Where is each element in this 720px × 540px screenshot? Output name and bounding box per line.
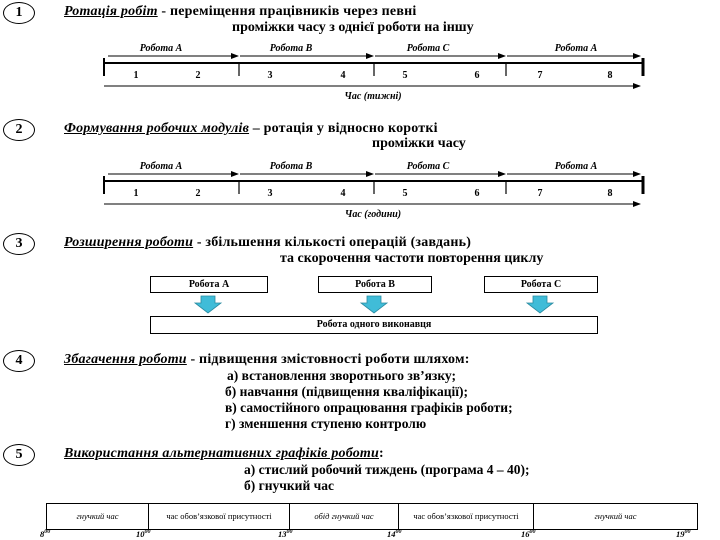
section-5-item: а) стислий робочий тиждень (програма 4 – 40); <box>244 462 530 477</box>
job-label: Робота B <box>269 161 313 172</box>
tick-label: 1 <box>133 70 139 81</box>
job-label: Робота B <box>269 43 313 54</box>
schedule-cell: гнучкий час <box>76 511 119 521</box>
section-4-item: г) зменшення ступеню контролю <box>225 416 427 431</box>
section-3-continuation: та скорочення частоти повторення циклу <box>280 251 544 266</box>
combined-job-box: Робота одного виконавця <box>150 316 598 334</box>
schedule-tick: $10^{00}$ <box>136 529 151 539</box>
section-1-timeline <box>0 38 720 104</box>
section-3-definition: - збільшення кількості операцій (завдань) <box>193 235 472 250</box>
section-5-definition: : <box>379 446 384 461</box>
section-3-number: 3 <box>3 233 35 255</box>
section-1-term: Ротація робіт <box>64 4 158 19</box>
tick-label: 7 <box>537 70 543 81</box>
job-label: Робота A <box>554 43 598 54</box>
job-label: Робота A <box>139 161 183 172</box>
down-arrow-icon <box>361 296 387 313</box>
section-4-definition: - підвищення змістовності роботи шляхом: <box>186 352 470 367</box>
section-1-number: 1 <box>3 2 35 24</box>
section-4-number: 4 <box>3 350 35 372</box>
section-1-continuation: проміжки часу з однієї роботи на іншу <box>232 20 474 35</box>
section-4-item: а) встановлення зворотнього зв’язку; <box>227 368 456 383</box>
schedule-tick: $13^{00}$ <box>278 529 293 539</box>
tick-label: 7 <box>537 188 543 199</box>
tick-label: 4 <box>340 188 346 199</box>
schedule-cell: гнучкий час <box>594 511 637 521</box>
down-arrow-icon <box>195 296 221 313</box>
section-5-number: 5 <box>3 444 35 466</box>
section-5-heading <box>64 446 384 462</box>
schedule-tick: $16^{00}$ <box>521 529 536 539</box>
section-5-item: б) гнучкий час <box>244 478 334 493</box>
section-2-continuation: проміжки часу <box>372 136 466 151</box>
schedule-tick: $8^{00}$ <box>40 529 51 539</box>
section-2-timeline <box>0 156 720 222</box>
axis-label: Час (тижні) <box>344 91 402 102</box>
section-2-definition: – ротація у відносно короткі <box>249 121 438 136</box>
tick-label: 6 <box>474 70 480 81</box>
section-1-definition: - переміщення працівників через певні <box>157 4 417 19</box>
axis-label: Час (години) <box>344 209 402 220</box>
section-2-number: 2 <box>3 119 35 141</box>
schedule-cell: час обов’язкової присутності <box>413 511 519 521</box>
section-4-term: Збагачення роботи <box>64 352 187 367</box>
tick-label: 1 <box>133 188 139 199</box>
down-arrow-icon <box>527 296 553 313</box>
tick-label: 2 <box>195 188 201 199</box>
schedule-tick: $14^{00}$ <box>387 529 402 539</box>
job-box-c: Робота C <box>484 276 598 293</box>
section-2-heading <box>64 121 438 137</box>
job-label: Робота A <box>139 43 183 54</box>
section-1-heading <box>64 4 416 20</box>
section-2-term: Формування робочих модулів <box>64 121 250 136</box>
section-3-term: Розширення роботи <box>64 235 194 250</box>
section-4-heading <box>64 352 470 368</box>
schedule-cell: обід гнучкий час <box>314 511 374 521</box>
tick-label: 5 <box>402 188 408 199</box>
job-label: Робота A <box>554 161 598 172</box>
flex-schedule-bar <box>46 503 698 530</box>
section-5-term: Використання альтернативних графіків роботи <box>64 446 379 461</box>
section-4-item: б) навчання (підвищення кваліфікації); <box>225 384 469 399</box>
job-label: Робота C <box>406 43 450 54</box>
tick-label: 8 <box>607 70 613 81</box>
tick-label: 2 <box>195 70 201 81</box>
job-box-a: Робота A <box>150 276 268 293</box>
schedule-tick: $19^{00}$ <box>676 529 691 539</box>
tick-label: 3 <box>267 70 273 81</box>
schedule-cell: час обов’язкової присутності <box>166 511 272 521</box>
tick-label: 5 <box>402 70 408 81</box>
tick-label: 3 <box>267 188 273 199</box>
job-box-b: Робота B <box>318 276 432 293</box>
section-3-heading <box>64 235 471 251</box>
merge-arrows <box>0 292 720 316</box>
tick-label: 6 <box>474 188 480 199</box>
tick-label: 4 <box>340 70 346 81</box>
job-label: Робота C <box>406 161 450 172</box>
tick-label: 8 <box>607 188 613 199</box>
section-4-item: в) самостійного опрацювання графіків роботи; <box>225 400 513 415</box>
